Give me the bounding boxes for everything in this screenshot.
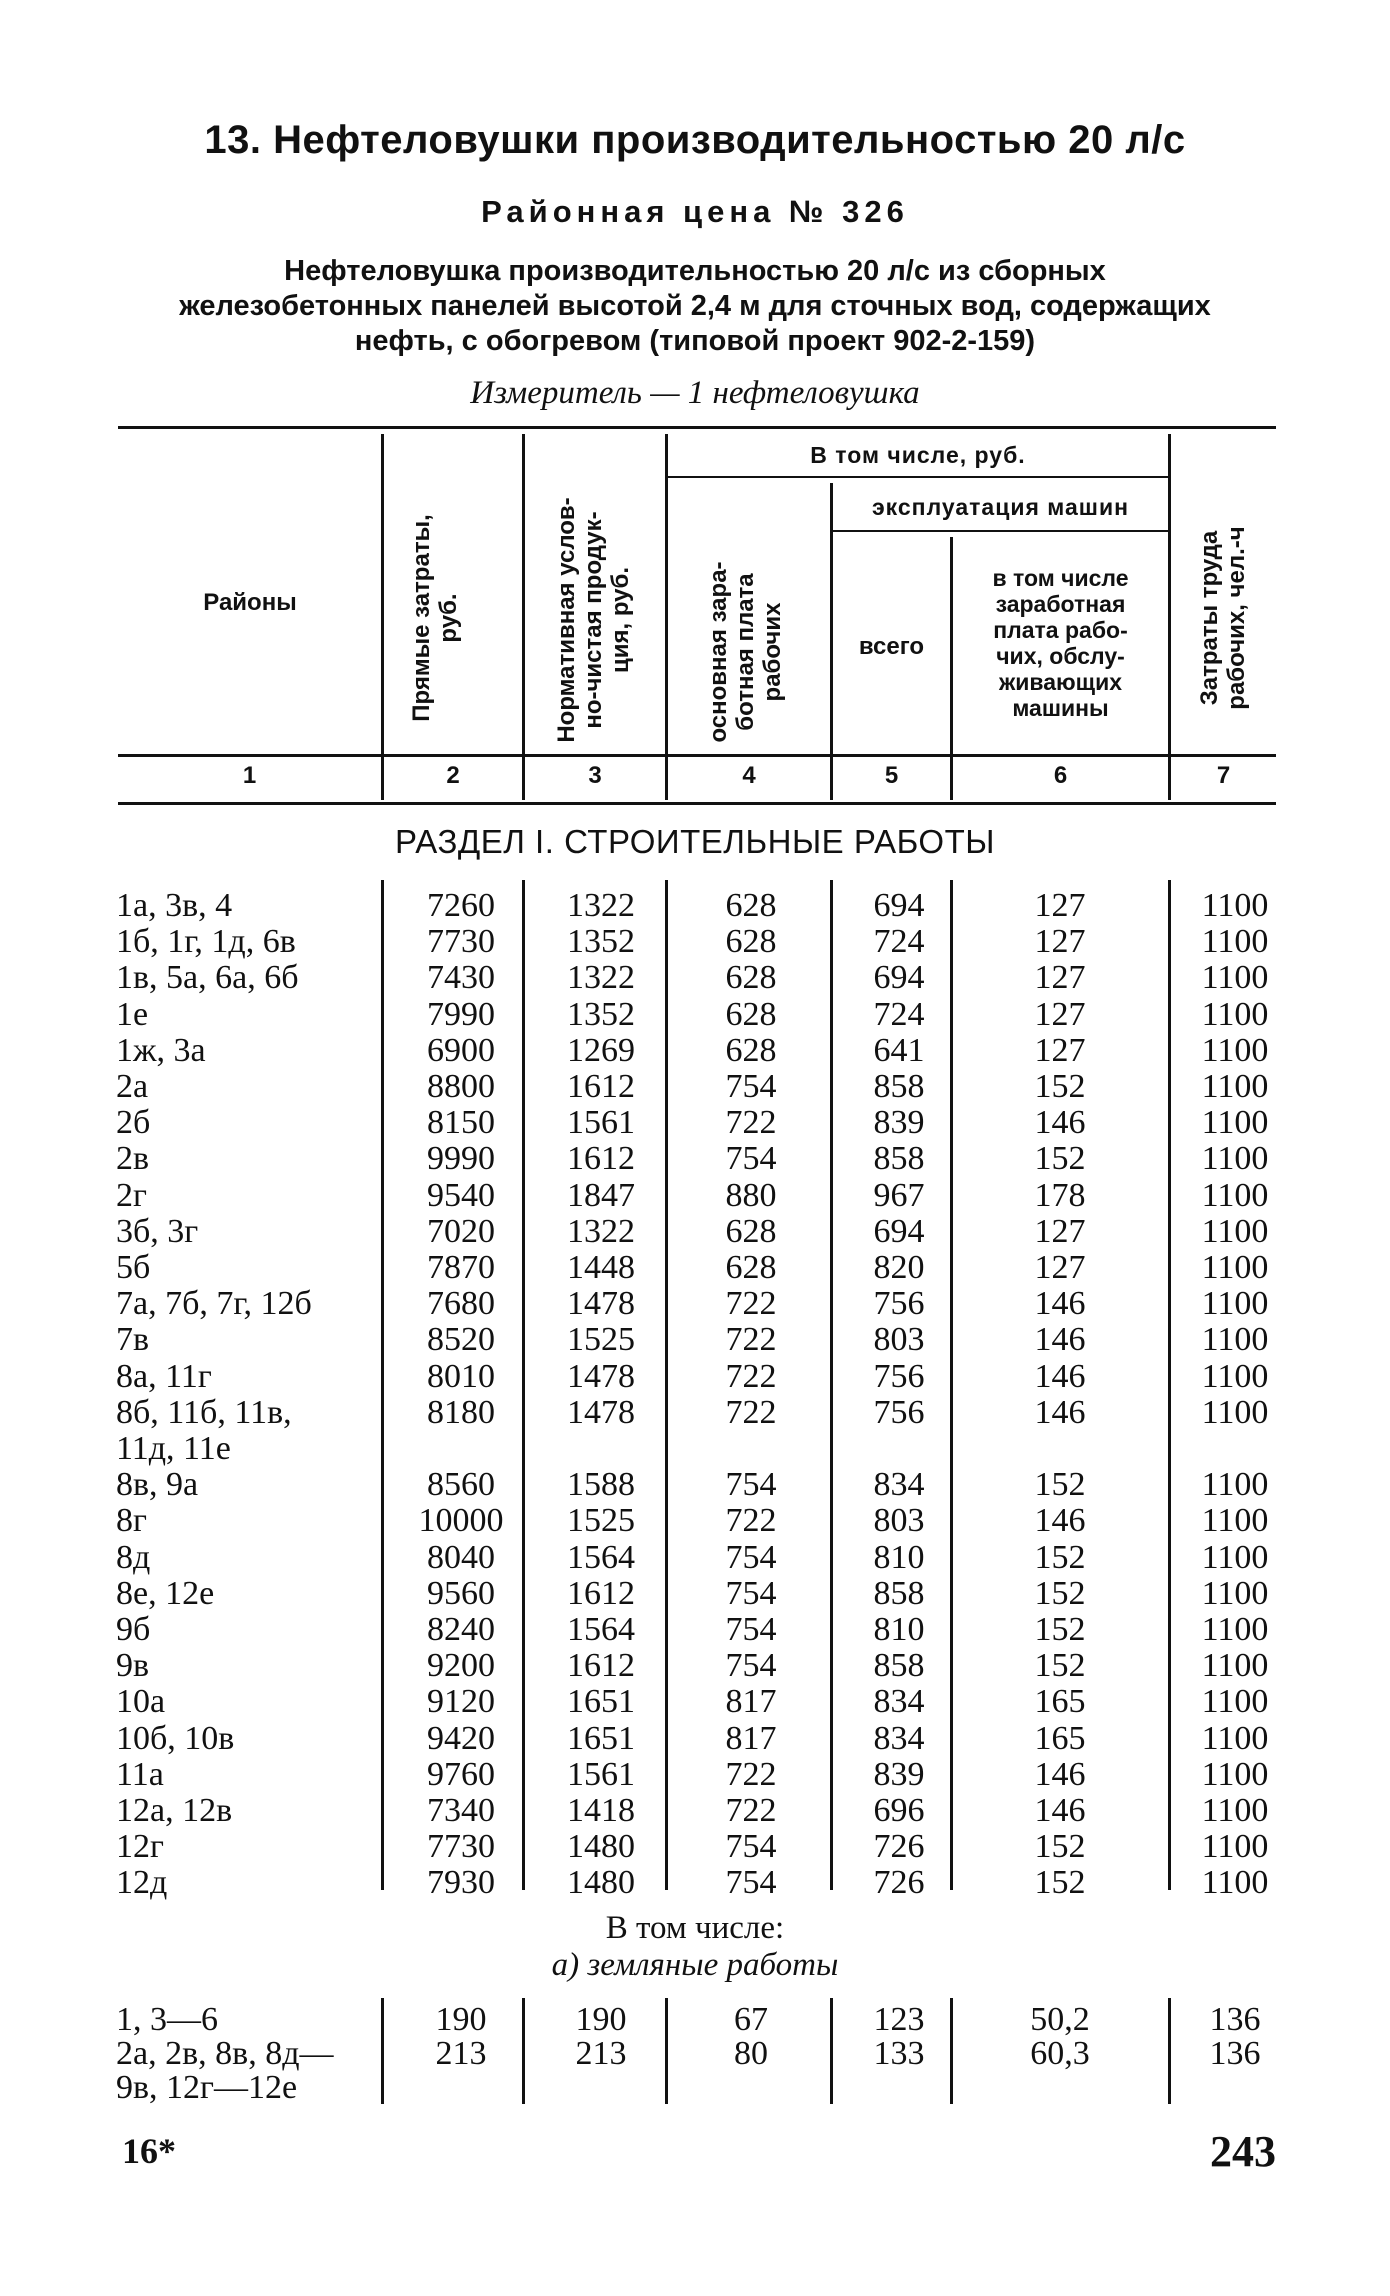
value-cell: 1100 [1201,1574,1269,1612]
value-cell: 1418 [567,1792,635,1829]
subsection-label: а) земляные работы [551,1947,839,1983]
value-cell: 724 [873,995,925,1033]
region-cell: 1в, 5а, 6а, 6б [116,959,299,997]
value-cell: 152 [1034,1140,1086,1178]
value-cell: 8010 [427,1357,495,1395]
value-cell: 1100 [1201,1031,1269,1069]
value-cell: 1100 [1201,923,1269,961]
table-row [0,1829,1390,1865]
value-cell: 726 [873,1864,925,1902]
value-cell: 152 [1034,1864,1086,1902]
value-cell: 1100 [1201,1249,1269,1286]
value-cell: 9560 [427,1574,495,1612]
table-top-rule [118,426,1276,429]
table-row [0,1033,1390,1069]
value-cell: 7990 [427,995,495,1033]
value-cell: 756 [873,1393,925,1431]
table-row [0,2070,1390,2106]
table-row [0,1250,1390,1286]
value-cell: 756 [873,1285,925,1323]
table-row [0,1105,1390,1141]
value-cell: 1448 [567,1249,635,1286]
value-cell: 820 [873,1249,925,1286]
value-cell: 7680 [427,1285,495,1323]
value-cell: 7870 [427,1249,495,1286]
region-cell: 9в [116,1647,150,1685]
region-cell: 11а [116,1755,164,1793]
value-cell: 1612 [567,1140,635,1178]
value-cell: 127 [1034,995,1086,1033]
region-cell: 7в [116,1321,150,1359]
value-cell: 127 [1034,1212,1086,1250]
value-cell: 1588 [567,1466,635,1504]
value-cell: 7340 [427,1792,495,1829]
header-base-wage: основная зара- ботная плата рабочих [705,561,786,743]
header-direct-costs: Прямые затраты, руб. [408,514,462,722]
value-cell: 1100 [1201,959,1269,997]
value-cell: 1100 [1201,1755,1269,1793]
value-cell: 810 [873,1538,925,1576]
value-cell: 628 [725,1031,777,1069]
value-cell: 67 [734,2001,768,2038]
colnum-bottom-rule [118,802,1276,805]
value-cell: 10000 [418,1502,504,1540]
value-cell: 817 [725,1683,777,1721]
value-cell: 1612 [567,1068,635,1105]
table-row [0,1069,1390,1105]
header-machine-wage: в том числе заработная плата рабо- чих, обслу- живающих машины [992,565,1129,721]
value-cell: 1269 [567,1031,635,1069]
value-cell: 7260 [427,887,495,924]
value-cell: 754 [725,1140,777,1178]
value-cell: 834 [873,1466,925,1504]
value-cell: 967 [873,1176,925,1214]
value-cell: 127 [1034,887,1086,924]
table-row [0,1178,1390,1214]
value-cell: 146 [1034,1357,1086,1395]
value-cell: 722 [725,1755,777,1793]
value-cell: 1525 [567,1321,635,1359]
value-cell: 722 [725,1285,777,1323]
region-cell: 1б, 1г, 1д, 6в [116,923,296,961]
value-cell: 1612 [567,1574,635,1612]
value-cell: 8240 [427,1611,495,1648]
value-cell: 1100 [1201,1466,1269,1504]
value-cell: 152 [1034,1828,1086,1866]
column-divider [381,434,384,800]
value-cell: 152 [1034,1574,1086,1612]
value-cell: 1100 [1201,995,1269,1033]
region-cell: 8д [116,1538,151,1576]
region-cell: 2г [116,1176,147,1214]
value-cell: 722 [725,1792,777,1829]
value-cell: 123 [873,2001,925,2038]
table-row [0,2002,1390,2038]
column-divider [665,434,668,800]
price-label: Районная цена № 326 [481,194,909,229]
value-cell: 1100 [1201,1068,1269,1105]
value-cell: 7430 [427,959,495,997]
value-cell: 1651 [567,1719,635,1757]
value-cell: 152 [1034,1647,1086,1685]
table-row [0,997,1390,1033]
table-row [0,1431,1390,1467]
value-cell: 694 [873,887,925,924]
column-number: 2 [446,762,460,789]
value-cell: 1478 [567,1285,635,1323]
value-cell: 628 [725,923,777,961]
table-row [0,1793,1390,1829]
value-cell: 858 [873,1140,925,1178]
value-cell: 834 [873,1683,925,1721]
value-cell: 127 [1034,1031,1086,1069]
region-cell: 3б, 3г [116,1212,199,1250]
value-cell: 7730 [427,1828,495,1866]
table-row [0,1612,1390,1648]
value-cell: 146 [1034,1792,1086,1829]
value-cell: 1100 [1201,1357,1269,1395]
table-row [0,1322,1390,1358]
table-row [0,1757,1390,1793]
header-normative: Нормативная услов- но-чистая продук- ция, руб. [553,497,634,743]
value-cell: 858 [873,1574,925,1612]
value-cell: 1564 [567,1538,635,1576]
value-cell: 127 [1034,1249,1086,1286]
region-cell: 1, 3—6 [116,2001,218,2038]
region-cell: 10а [116,1683,166,1721]
region-cell: 8г [116,1502,147,1540]
value-cell: 694 [873,1212,925,1250]
value-cell: 858 [873,1647,925,1685]
including-label: В том числе: [605,1910,785,1946]
value-cell: 641 [873,1031,925,1069]
value-cell: 9540 [427,1176,495,1214]
value-cell: 696 [873,1792,925,1829]
value-cell: 146 [1034,1104,1086,1142]
region-cell: 12г [116,1828,164,1866]
column-number: 6 [1053,762,1068,789]
value-cell: 152 [1034,1466,1086,1504]
table-row [0,1684,1390,1720]
value-cell: 136 [1209,2035,1261,2072]
value-cell: 1100 [1201,1611,1269,1648]
value-cell: 127 [1034,959,1086,997]
value-cell: 839 [873,1755,925,1793]
region-cell: 9в, 12г—12е [116,2069,298,2106]
table-row [0,1214,1390,1250]
region-cell: 8в, 9а [116,1466,199,1504]
header-sub-rule [833,530,1168,532]
table-row [0,1467,1390,1503]
value-cell: 726 [873,1828,925,1866]
value-cell: 165 [1034,1683,1086,1721]
value-cell: 1480 [567,1864,635,1902]
table-row [0,960,1390,996]
header-regions: Районы [203,589,297,616]
value-cell: 146 [1034,1321,1086,1359]
value-cell: 839 [873,1104,925,1142]
measure-unit: Измеритель — 1 нефтеловушка [470,375,920,411]
value-cell: 165 [1034,1719,1086,1757]
region-cell: 11д, 11е [116,1430,231,1467]
description [100,254,1290,359]
value-cell: 1100 [1201,1792,1269,1829]
region-cell: 12д [116,1864,168,1902]
region-cell: 12а, 12в [116,1792,233,1829]
value-cell: 1322 [567,887,635,924]
region-cell: 8е, 12е [116,1574,215,1612]
value-cell: 60,3 [1030,2035,1090,2072]
table-row [0,1721,1390,1757]
value-cell: 754 [725,1538,777,1576]
column-number: 3 [588,762,602,789]
value-cell: 8180 [427,1393,495,1431]
value-cell: 754 [725,1068,777,1105]
value-cell: 133 [873,2035,925,2072]
value-cell: 213 [435,2035,487,2072]
value-cell: 1100 [1201,1140,1269,1178]
table-row [0,1141,1390,1177]
value-cell: 1100 [1201,1212,1269,1250]
value-cell: 127 [1034,923,1086,961]
value-cell: 754 [725,1574,777,1612]
value-cell: 8800 [427,1068,495,1105]
value-cell: 146 [1034,1285,1086,1323]
value-cell: 754 [725,1466,777,1504]
value-cell: 1564 [567,1611,635,1648]
value-cell: 7930 [427,1864,495,1902]
value-cell: 628 [725,995,777,1033]
value-cell: 146 [1034,1755,1086,1793]
value-cell: 50,2 [1030,2001,1090,2038]
value-cell: 1478 [567,1393,635,1431]
value-cell: 1478 [567,1357,635,1395]
value-cell: 803 [873,1502,925,1540]
value-cell: 722 [725,1321,777,1359]
value-cell: 817 [725,1719,777,1757]
page-title: 13. Нефтеловушки производительностью 20 л/с [204,118,1186,162]
signature-mark: 16* [122,2131,176,2171]
region-cell: 2в [116,1140,150,1178]
value-cell: 1100 [1201,1683,1269,1721]
header-total: всего [858,633,925,660]
value-cell: 1352 [567,995,635,1033]
value-cell: 7730 [427,923,495,961]
header-machine-op: эксплуатация машин [871,494,1130,520]
value-cell: 1100 [1201,1321,1269,1359]
value-cell: 1100 [1201,1393,1269,1431]
region-cell: 9б [116,1611,151,1648]
value-cell: 152 [1034,1538,1086,1576]
value-cell: 803 [873,1321,925,1359]
description-line: Нефтеловушка производительностью 20 л/с из сборных [284,255,1106,287]
region-cell: 2а [116,1068,149,1105]
column-number: 1 [242,762,257,789]
header-sub-rule [668,476,1168,478]
value-cell: 722 [725,1502,777,1540]
column-divider [1168,434,1171,800]
value-cell: 722 [725,1393,777,1431]
value-cell: 80 [734,2035,768,2072]
region-cell: 8б, 11б, 11в, [116,1393,292,1431]
value-cell: 1561 [567,1755,635,1793]
region-cell: 8а, 11г [116,1357,212,1395]
value-cell: 1100 [1201,1502,1269,1540]
value-cell: 880 [725,1176,777,1214]
value-cell: 628 [725,1249,777,1286]
value-cell: 9420 [427,1719,495,1757]
region-cell: 5б [116,1249,151,1286]
region-cell: 1е [116,995,149,1033]
value-cell: 756 [873,1357,925,1395]
value-cell: 190 [435,2001,487,2038]
value-cell: 1352 [567,923,635,961]
value-cell: 1322 [567,959,635,997]
value-cell: 6900 [427,1031,495,1069]
value-cell: 1651 [567,1683,635,1721]
value-cell: 724 [873,923,925,961]
table-row [0,1865,1390,1901]
value-cell: 810 [873,1611,925,1648]
value-cell: 1100 [1201,1104,1269,1142]
value-cell: 152 [1034,1611,1086,1648]
description-line: железобетонных панелей высотой 2,4 м для сточных вод, содержащих [179,290,1211,322]
value-cell: 178 [1034,1176,1086,1214]
value-cell: 1100 [1201,1285,1269,1323]
value-cell: 1561 [567,1104,635,1142]
page-number: 243 [1210,2127,1276,2176]
value-cell: 1480 [567,1828,635,1866]
column-number: 4 [742,762,756,789]
value-cell: 7020 [427,1212,495,1250]
value-cell: 1100 [1201,887,1269,924]
header-incl-rub: В том числе, руб. [810,442,1026,468]
value-cell: 146 [1034,1502,1086,1540]
value-cell: 1847 [567,1176,635,1214]
table-row [0,924,1390,960]
region-cell: 2а, 2в, 8в, 8д— [116,2035,334,2072]
value-cell: 9120 [427,1683,495,1721]
region-cell: 1ж, 3а [116,1031,206,1069]
value-cell: 694 [873,959,925,997]
value-cell: 754 [725,1611,777,1648]
value-cell: 1100 [1201,1538,1269,1576]
value-cell: 9760 [427,1755,495,1793]
table-row [0,1540,1390,1576]
value-cell: 190 [575,2001,627,2038]
table-row [0,1286,1390,1322]
value-cell: 1100 [1201,1864,1269,1902]
value-cell: 1100 [1201,1719,1269,1757]
region-cell: 2б [116,1104,151,1142]
table-row [0,1359,1390,1395]
header-bottom-rule [118,754,1276,757]
value-cell: 1100 [1201,1647,1269,1685]
column-number: 5 [884,762,899,789]
value-cell: 1612 [567,1647,635,1685]
value-cell: 213 [575,2035,627,2072]
value-cell: 8560 [427,1466,495,1504]
value-cell: 146 [1034,1393,1086,1431]
table-row [0,1576,1390,1612]
region-cell: 7а, 7б, 7г, 12б [116,1285,312,1323]
value-cell: 628 [725,887,777,924]
value-cell: 1100 [1201,1828,1269,1866]
value-cell: 858 [873,1068,925,1105]
table-row [0,888,1390,924]
section-title: РАЗДЕЛ I. СТРОИТЕЛЬНЫЕ РАБОТЫ [395,823,995,860]
description-line: нефть, с обогревом (типовой проект 902-2-159) [354,325,1036,357]
header-labor: Затраты труда рабочих, чел.-ч [1196,526,1250,710]
column-divider [522,434,525,800]
value-cell: 9200 [427,1647,495,1685]
value-cell: 8520 [427,1321,495,1359]
value-cell: 1100 [1201,1176,1269,1214]
value-cell: 754 [725,1647,777,1685]
value-cell: 754 [725,1828,777,1866]
value-cell: 8040 [427,1538,495,1576]
value-cell: 834 [873,1719,925,1757]
value-cell: 628 [725,959,777,997]
value-cell: 1322 [567,1212,635,1250]
table-row [0,2036,1390,2072]
value-cell: 8150 [427,1104,495,1142]
value-cell: 722 [725,1357,777,1395]
column-number: 7 [1216,762,1231,789]
table-row [0,1503,1390,1539]
table-row [0,1395,1390,1431]
region-cell: 1а, 3в, 4 [116,887,233,924]
value-cell: 722 [725,1104,777,1142]
value-cell: 628 [725,1212,777,1250]
region-cell: 10б, 10в [116,1719,235,1757]
value-cell: 754 [725,1864,777,1902]
value-cell: 1525 [567,1502,635,1540]
value-cell: 136 [1209,2001,1261,2038]
table-row [0,1648,1390,1684]
value-cell: 152 [1034,1068,1086,1105]
value-cell: 9990 [427,1140,495,1178]
